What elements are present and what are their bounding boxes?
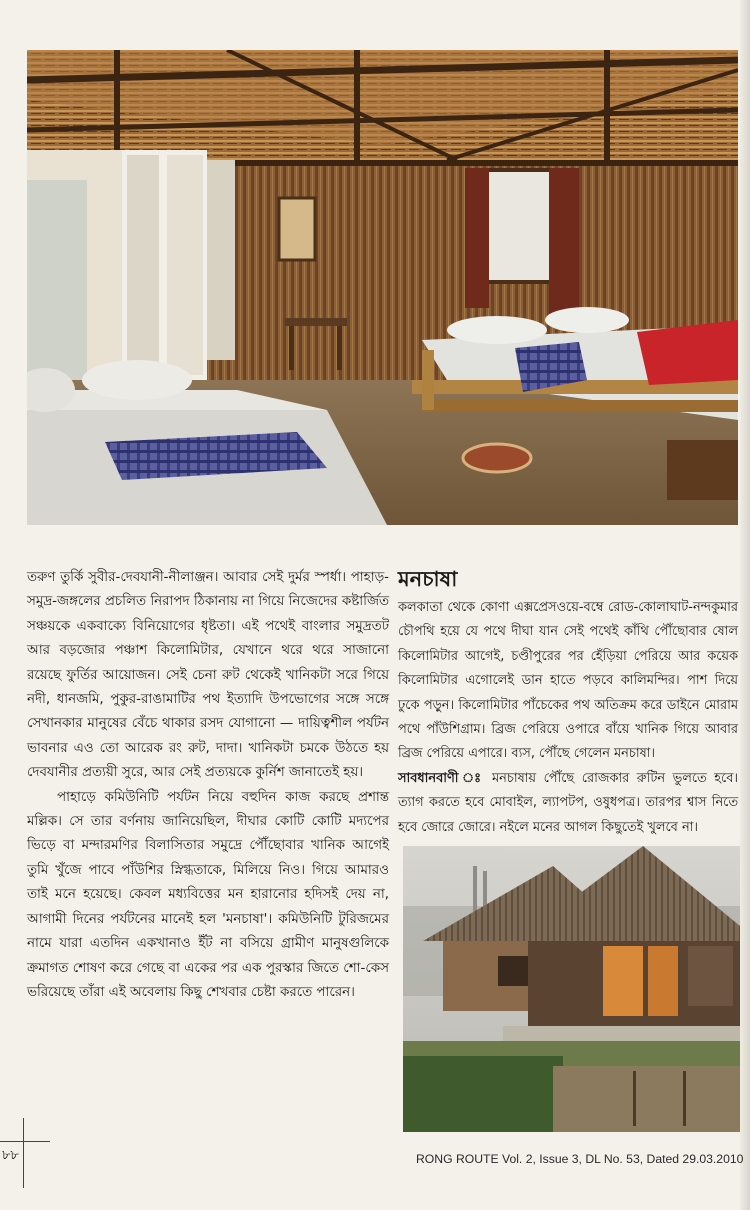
- crop-mark-vertical: [23, 1118, 24, 1188]
- thatched-cottage-photo: [403, 846, 740, 1132]
- warning-text: মনচাষায় পৌঁছে রোজকার রুটিন ভুলতে হবে। ত্যাগ করতে হবে মোবাইল, ল্যাপটপ, ওষুধপত্র। তারপর শ্বাস নিতে হবে জোরে জোরে। নইলে মনের আগল কিছুতেই খুলবে না।: [398, 770, 739, 835]
- warning-label: সাবধানবাণী ঃ: [398, 770, 485, 786]
- article-paragraph-1: তরুণ তুর্কি সুবীর-দেবযানী-নীলাঞ্জন। আবার সেই দুর্মর স্পর্ধা। পাহাড়-সমুদ্র-জঙ্গলের প্রচলিত নিরাপদ ঠিকানায় না গিয়ে নিজেদের কষ্টার্জিত সঞ্চয়কে একবাক্যে বিনিয়োগের ধৃষ্টতা। এই পথেই বাংলার সমুদ্রতট আর বড়জোর পঞ্চাশ কিলোমিটার, যেখানে থরে থরে সাজানো রয়েছে ফুর্তির আয়োজন। সেই চেনা রুট থেকেই খানিকটা সরে গিয়ে নদী, ধানজমি, পুকুর-রাঙামাটির পথ ইত্যাদি উপভোগের সঙ্গে সঙ্গে সেখানকার মানুষের বেঁচে থাকার রসদ যোগানো — দায়িত্বশীল পর্যটন ভাবনার এও তো আরেক রং রুট, দাদা। খানিকটা চমকে উঠতে হয় দেবযানীর প্রত্যয়ী সুরে, আর সেই প্রত্যয়কে কুর্নিশ জানাতেই হয়।: [27, 570, 389, 781]
- publication-footer: RONG ROUTE Vol. 2, Issue 3, DL No. 53, Dated 29.03.2010: [416, 1152, 744, 1166]
- bamboo-room-photo: [27, 50, 738, 525]
- page-number: ৮৮: [2, 1148, 19, 1163]
- directions-paragraph: কলকাতা থেকে কোণা এক্সপ্রেসওয়ে-বম্বে রোড-কোলাঘাট-নন্দকুমার চৌপথি হয়ে যে পথে দীঘা যান সেই পথেই কাঁথি পৌঁছোবার ষোল কিলোমিটার আগেই, চণ্ডীপুরের পর হেঁড়িয়া পেরিয়ে আর কয়েক কিলোমিটার এগোলেই ডান হাতে পড়বে কালিমন্দির। পাশ দিয়ে ঢুকে পড়ুন। কিলোমিটার পাঁচেকের পথ অতিক্রম করে ডাইনে মোরাম পথে পাঁউশিগ্রাম। ব্রিজ পেরিয়ে ওপারে বাঁয়ে খানিক গিয়ে আবার ব্রিজ পেরিয়ে এপারে। ব্যস, পৌঁছে গেলেন মনচাষা।: [398, 600, 738, 762]
- warning-paragraph: [398, 767, 738, 840]
- destination-heading: মনচাষা: [398, 567, 458, 591]
- page-edge-shadow: [740, 0, 750, 1210]
- crop-mark-horizontal: [0, 1141, 50, 1142]
- article-paragraph-2: পাহাড়ে কমিউনিটি পর্যটন নিয়ে বহুদিন কাজ করছে প্রশান্ত মল্লিক। সে তার বর্ণনায় জানিয়েছিল, দীঘার কোটি কোটি মদ্যপের ভিড়ে বা মন্দারমণির বিলাসিতার সমুদ্রে পৌঁছোবার খানিক আগেই তুমি খুঁজে পাবে পাঁউশির স্নিগ্ধতাকে, মিলিয়ে নিও। গিয়ে আমারও তাই মনে হয়েছে। কেবল মধ্যবিত্তের মন হারানোর হদিসই দেয় না, আগামী দিনের পর্যটনের মানেই হল 'মনচাষা'। কমিউনিটি টুরিজমের নামে যারা এতদিন একখানাও ইঁট না বসিয়ে গ্রামীণ মানুষগুলিকে ক্রমাগত শোষণ করে গেছে বা একের পর এক পুরস্কার জিতে শো-কেস ভরিয়েছে তাঁরা এই অবেলায় কিছু শেখবার চেষ্টা করতে পারেন।: [27, 789, 389, 1000]
- right-info-column: [398, 566, 738, 840]
- left-article-column: [27, 566, 389, 1005]
